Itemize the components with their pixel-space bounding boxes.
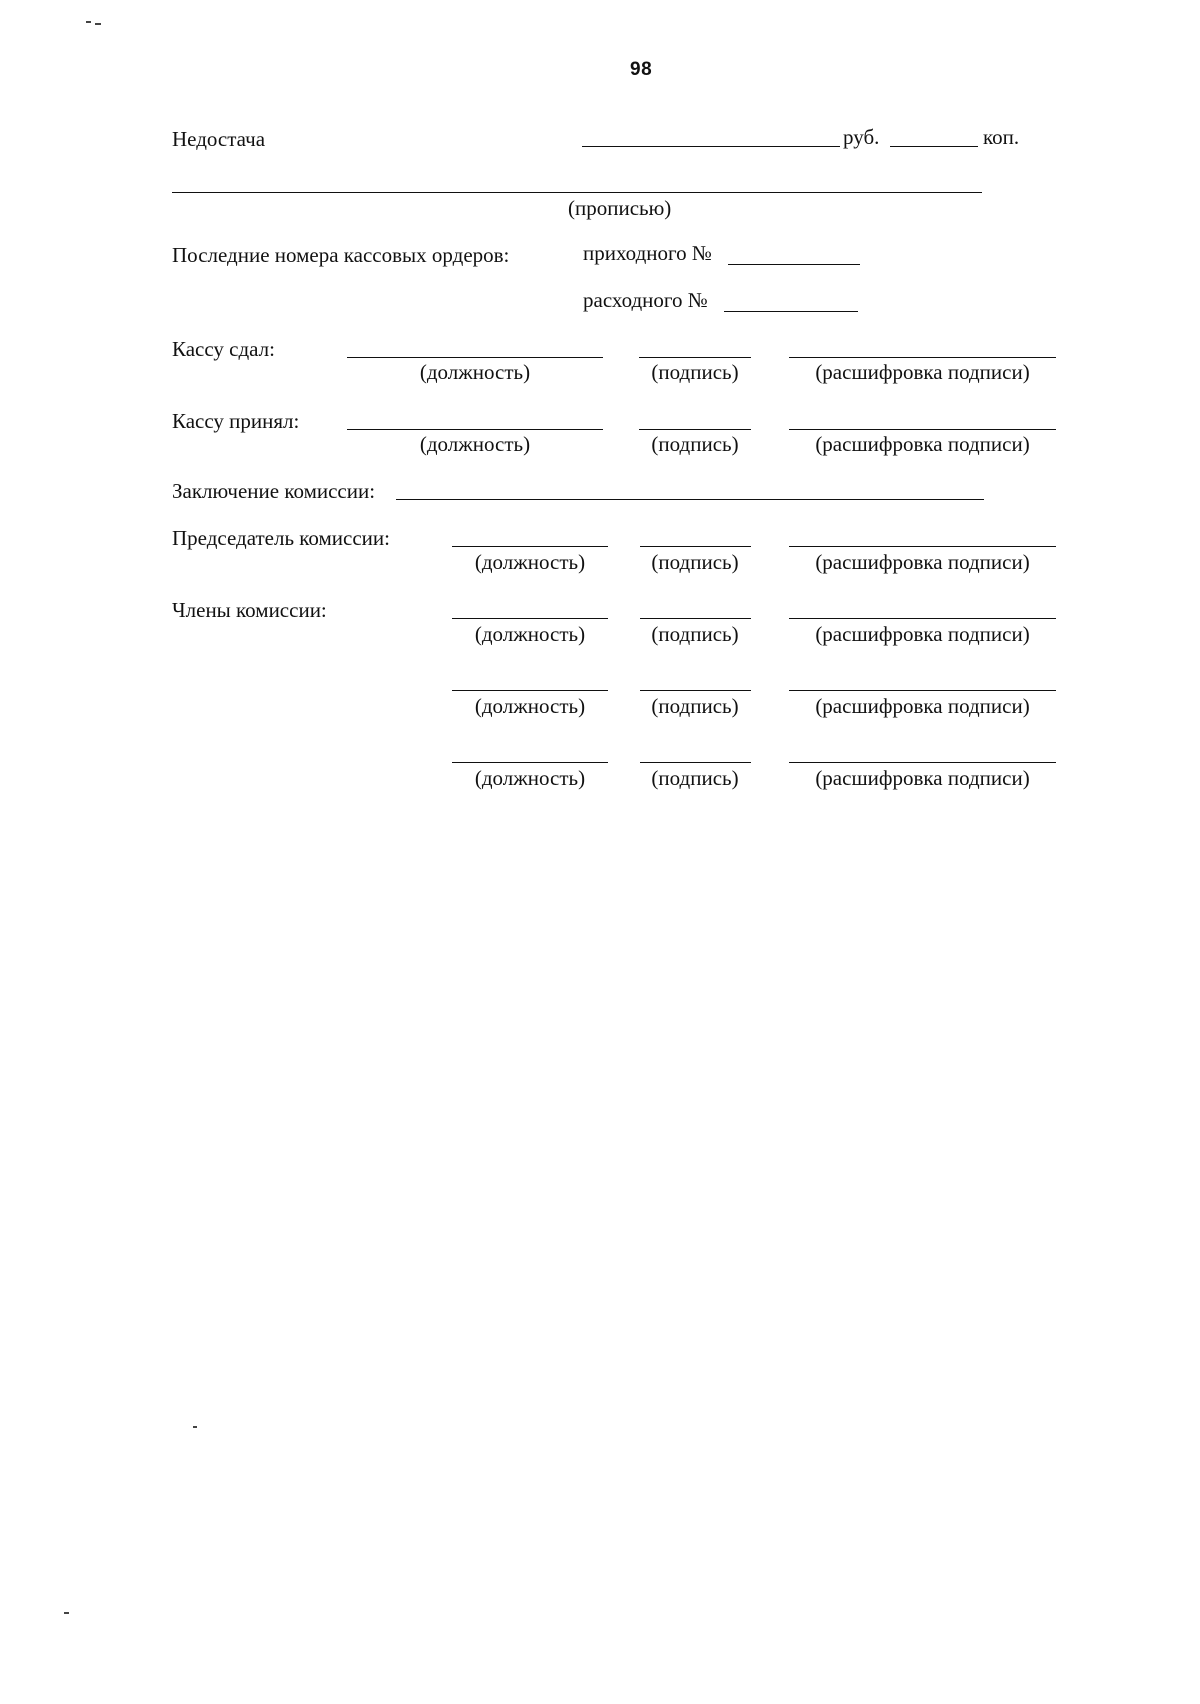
position-caption: (должность) bbox=[474, 622, 586, 646]
cash-received-label: Кассу принял: bbox=[172, 409, 300, 433]
incoming-order-label: приходного № bbox=[583, 241, 712, 265]
scan-speck bbox=[95, 23, 101, 25]
commission-conclusion-field[interactable] bbox=[396, 499, 984, 500]
decoding-caption: (расшифровка подписи) bbox=[815, 550, 1030, 574]
shortage-kop-field[interactable] bbox=[890, 146, 978, 147]
decoding-caption: (расшифровка подписи) bbox=[815, 766, 1030, 790]
chair-decoding-field[interactable] bbox=[789, 546, 1056, 547]
member-signature-field[interactable] bbox=[640, 690, 751, 691]
signature-caption: (подпись) bbox=[651, 550, 739, 574]
member-decoding-field[interactable] bbox=[789, 762, 1056, 763]
decoding-caption: (расшифровка подписи) bbox=[815, 694, 1030, 718]
member-decoding-field[interactable] bbox=[789, 690, 1056, 691]
cash-handed-label: Кассу сдал: bbox=[172, 337, 275, 361]
signature-caption: (подпись) bbox=[651, 694, 739, 718]
signature-caption: (подпись) bbox=[651, 766, 739, 790]
position-caption: (должность) bbox=[419, 432, 531, 456]
commission-conclusion-label: Заключение комиссии: bbox=[172, 479, 376, 503]
signature-caption: (подпись) bbox=[651, 360, 739, 384]
outgoing-order-label: расходного № bbox=[583, 288, 708, 312]
rub-label: руб. bbox=[843, 125, 880, 149]
position-caption: (должность) bbox=[419, 360, 531, 384]
chair-position-field[interactable] bbox=[452, 546, 608, 547]
cash-handed-signature-field[interactable] bbox=[639, 357, 751, 358]
incoming-order-field[interactable] bbox=[728, 264, 860, 265]
cash-received-signature-field[interactable] bbox=[639, 429, 751, 430]
scan-speck bbox=[64, 1612, 69, 1614]
cash-handed-position-field[interactable] bbox=[347, 357, 603, 358]
position-caption: (должность) bbox=[474, 550, 586, 574]
signature-caption: (подпись) bbox=[651, 432, 739, 456]
shortage-label: Недостача bbox=[172, 127, 266, 151]
member-position-field[interactable] bbox=[452, 762, 608, 763]
page-number: 98 bbox=[630, 59, 653, 80]
commission-members-label: Члены комиссии: bbox=[172, 598, 327, 622]
cash-handed-decoding-field[interactable] bbox=[789, 357, 1056, 358]
member-decoding-field[interactable] bbox=[789, 618, 1056, 619]
decoding-caption: (расшифровка подписи) bbox=[815, 622, 1030, 646]
member-position-field[interactable] bbox=[452, 690, 608, 691]
kop-label: коп. bbox=[983, 125, 1020, 149]
decoding-caption: (расшифровка подписи) bbox=[815, 432, 1030, 456]
position-caption: (должность) bbox=[474, 766, 586, 790]
shortage-rub-field[interactable] bbox=[582, 146, 840, 147]
scan-speck bbox=[86, 21, 91, 23]
cash-received-position-field[interactable] bbox=[347, 429, 603, 430]
outgoing-order-field[interactable] bbox=[724, 311, 858, 312]
member-position-field[interactable] bbox=[452, 618, 608, 619]
cash-received-decoding-field[interactable] bbox=[789, 429, 1056, 430]
scan-speck bbox=[193, 1426, 197, 1428]
position-caption: (должность) bbox=[474, 694, 586, 718]
commission-chair-label: Председатель комиссии: bbox=[172, 526, 390, 550]
decoding-caption: (расшифровка подписи) bbox=[815, 360, 1030, 384]
shortage-in-words-field[interactable] bbox=[172, 192, 982, 193]
signature-caption: (подпись) bbox=[651, 622, 739, 646]
member-signature-field[interactable] bbox=[640, 762, 751, 763]
in-words-caption: (прописью) bbox=[568, 196, 672, 220]
member-signature-field[interactable] bbox=[640, 618, 751, 619]
chair-signature-field[interactable] bbox=[640, 546, 751, 547]
orders-label: Последние номера кассовых ордеров: bbox=[172, 243, 510, 267]
